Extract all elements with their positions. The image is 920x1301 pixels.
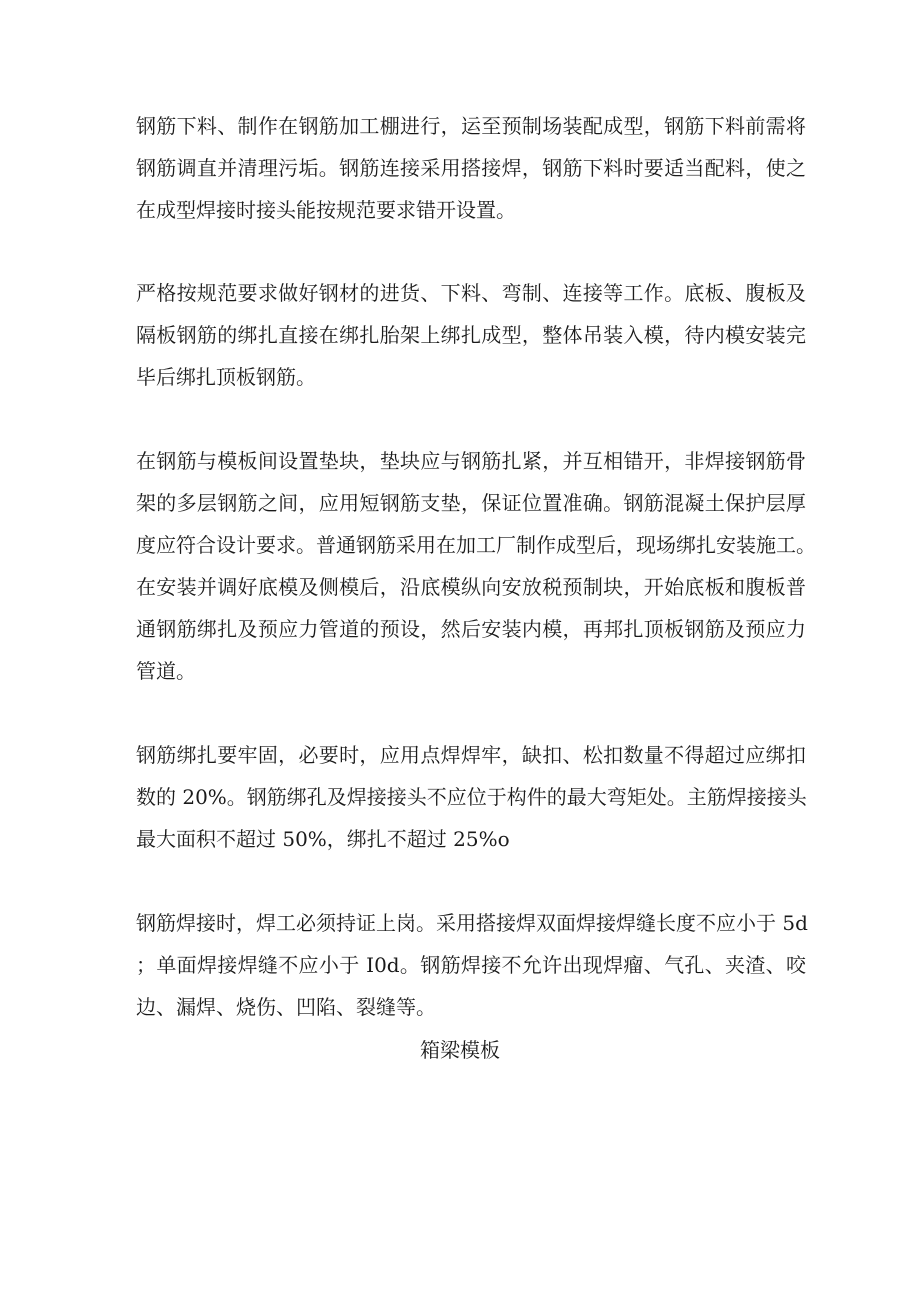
text-line: 管道。	[136, 659, 196, 683]
text-line: 在成型焊接时接头能按规范要求错开设置。	[136, 198, 516, 222]
paragraph-rebar-tying	[136, 734, 806, 860]
text-line: 钢筋调直并清理污垢。钢筋连接采用搭接焊，钢筋下料时要适当配料，使之	[136, 156, 806, 180]
text-line: 隔板钢筋的绑扎直接在绑扎胎架上绑扎成型，整体吊装入模，待内模安装完	[136, 323, 806, 347]
paragraph-rebar-welding	[136, 902, 806, 1028]
section-heading: 箱梁模板	[420, 1038, 500, 1062]
text-line: 架的多层钢筋之间，应用短钢筋支垫，保证位置准确。钢筋混凝土保护层厚	[136, 491, 806, 515]
text-line: 在钢筋与模板间设置垫块，垫块应与钢筋扎紧，并互相错开，非焊接钢筋骨	[136, 449, 806, 473]
text-line: 最大面积不超过 50%，绑扎不超过 25%o	[136, 827, 510, 851]
paragraph-rebar-cutting	[136, 105, 806, 231]
text-line: 钢筋焊接时，焊工必须持证上岗。采用搭接焊双面焊接焊缝长度不应小于 5d	[136, 911, 808, 935]
text-line: 严格按规范要求做好钢材的进货、下料、弯制、连接等工作。底板、腹板及	[136, 281, 806, 305]
text-line: 钢筋绑扎要牢固，必要时，应用点焊焊牢，缺扣、松扣数量不得超过应绑扣	[136, 743, 806, 767]
paragraph-rebar-spacers	[136, 440, 816, 692]
text-line: 通钢筋绑扎及预应力管道的预设，然后安装内模，再邦扎顶板钢筋及预应力	[136, 617, 806, 641]
text-line: 数的 20%。钢筋绑孔及焊接接头不应位于构件的最大弯矩处。主筋焊接接头	[136, 785, 807, 809]
paragraph-rebar-binding	[136, 272, 806, 398]
text-line: 边、漏焊、烧伤、凹陷、裂缝等。	[136, 995, 436, 1019]
text-line: 钢筋下料、制作在钢筋加工棚进行，运至预制场装配成型，钢筋下料前需将	[136, 114, 806, 138]
text-line: 在安装并调好底模及侧模后，沿底模纵向安放税预制块，开始底板和腹板普	[136, 575, 806, 599]
text-line: ；单面焊接焊缝不应小于 I0d。钢筋焊接不允许出现焊瘤、气孔、夹渣、咬	[136, 953, 806, 977]
text-line: 毕后绑扎顶板钢筋。	[136, 365, 316, 389]
text-line: 度应符合设计要求。普通钢筋采用在加工厂制作成型后，现场绑扎安装施工。	[136, 533, 816, 557]
